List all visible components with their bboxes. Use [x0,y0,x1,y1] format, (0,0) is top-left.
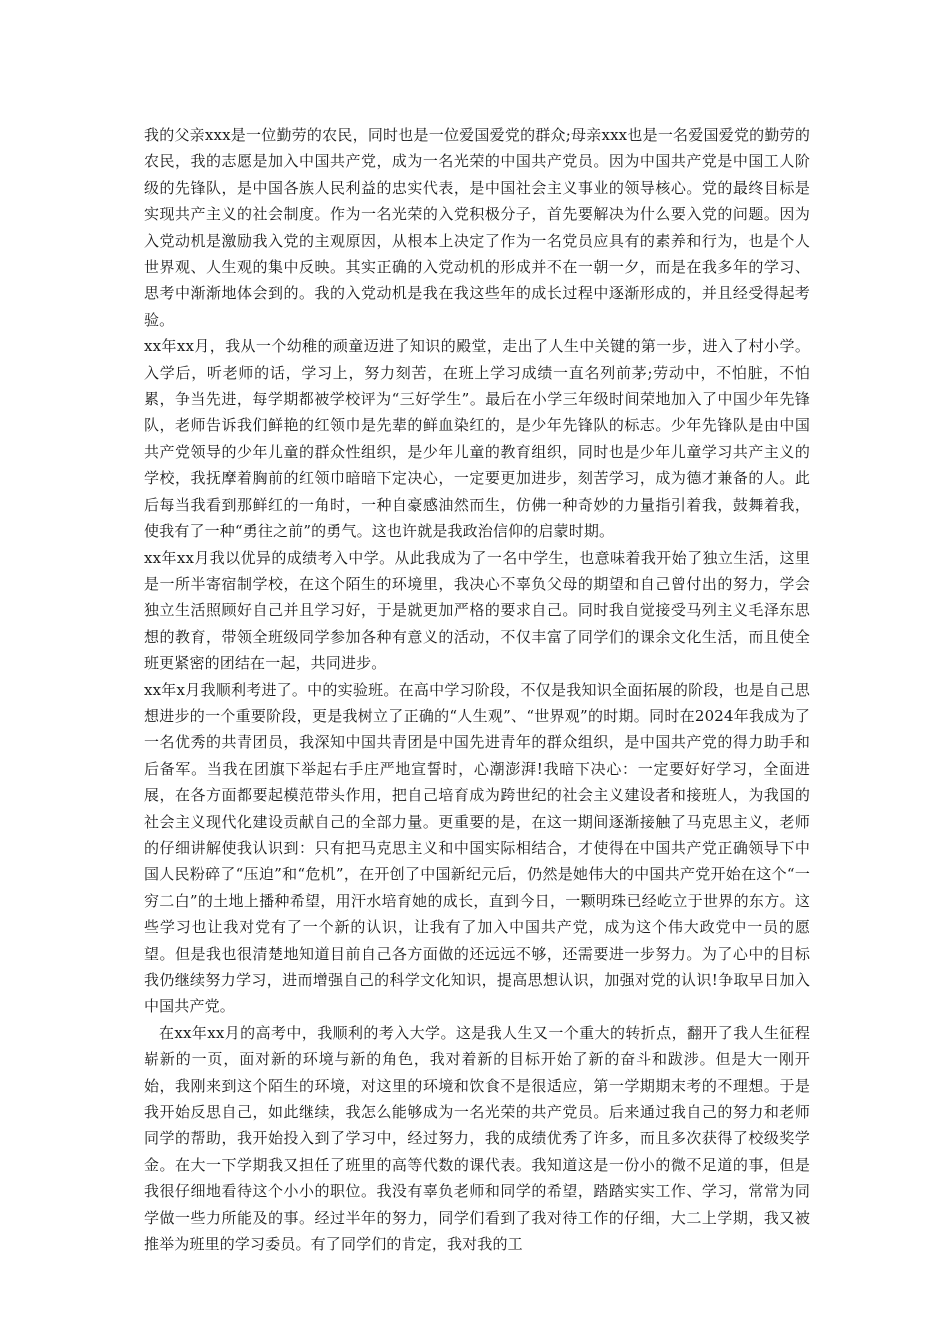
document-body [144,122,810,1257]
paragraph-university: 在xx年xx月的高考中，我顺利的考入大学。这是我人生又一个重大的转折点，翻开了我人生征程崭新的一页，面对新的环境与新的角色，我对着新的目标开始了新的奋斗和跋涉。但是大一刚开始，我刚来到这个陌生的环境，对这里的环境和饮食不是很适应，第一学期期末考的不理想。于是我开始反思自己，如此继续，我怎么能够成为一名光荣的共产党员。后来通过我自己的努力和老师同学的帮助，我开始投入到了学习中，经过努力，我的成绩优秀了许多，而且多次获得了校级奖学金。在大一下学期我又担任了班里的高等代数的课代表。我知道这是一份小的微不足道的事，但是我很仔细地看待这个小小的职位。我没有辜负老师和同学的希望，踏踏实实工作、学习，常常为同学做一些力所能及的事。经过半年的努力，同学们看到了我对待工作的仔细，大二上学期，我又被推举为班里的学习委员。有了同学们的肯定，我对我的工 [144,1023,810,1254]
paragraph-high-school: xx年x月我顺利考进了。中的实验班。在高中学习阶段，不仅是我知识全面拓展的阶段，也是自己思想进步的一个重要阶段，更是我树立了正确的“人生观”、“世界观”的时期。同时在2024年我成为了一名优秀的共青团员，我深知中国共青团是中国先进青年的群众组织，是中国共产党的得力助手和后备军。当我在团旗下举起右手庄严地宣誓时，心潮澎湃!我暗下决心：一定要好好学习，全面进展，在各方面都要起模范带头作用，把自己培育成为跨世纪的社会主义建设者和接班人，为我国的社会主义现代化建设贡献自己的全部力量。更重要的是，在这一期间逐渐接触了马克思主义，老师的仔细讲解使我认识到：只有把马克思主义和中国实际相结合，才使得在中国共产党正确领导下中国人民粉碎了“压迫”和“危机”，在开创了中国新纪元后，仍然是她伟大的中国共产党开始在这个“一穷二白”的土地上播种希望，用汗水培育她的成长，直到今日，一颗明珠已经屹立于世界的东方。这些学习也让我对党有了一个新的认识，让我有了加入中国共产党，成为这个伟大政党中一员的愿望。但是我也很清楚地知道目前自己各方面做的还远远不够，还需要进一步努力。为了心中的目标我仍继续努力学习，进而增强自己的科学文化知识，提高思想认识，加强对党的认识!争取早日加入中国共产党。 [144,680,810,1016]
paragraph-family-motivation: 我的父亲xxx是一位勤劳的农民，同时也是一位爱国爱党的群众;母亲xxx也是一名爱国爱党的勤劳的农民，我的志愿是加入中国共产党，成为一名光荣的中国共产党员。因为中国共产党是中国工人阶级的先锋队，是中国各族人民利益的忠实代表，是中国社会主义事业的领导核心。党的最终目标是实现共产主义的社会制度。作为一名光荣的入党积极分子，首先要解决为什么要入党的问题。因为入党动机是激励我入党的主观原因，从根本上决定了作为一名党员应具有的素养和行为，也是个人世界观、人生观的集中反映。其实正确的入党动机的形成并不在一朝一夕，而是在我多年的学习、思考中渐渐地体会到的。我的入党动机是我在我这些年的成长过程中逐渐形成的，并且经受得起考验。 [144,126,810,329]
paragraph-primary-school: xx年xx月，我从一个幼稚的顽童迈进了知识的殿堂，走出了人生中关键的第一步，进入了村小学。入学后，听老师的话，学习上，努力刻苦，在班上学习成绩一直名列前茅;劳动中，不怕脏，不怕累，争当先进，每学期都被学校评为“三好学生”。最后在小学三年级时间荣地加入了中国少年先锋队，老师告诉我们鲜艳的红领巾是先辈的鲜血染红的，是少年先锋队的标志。少年先锋队是由中国共产党领导的少年儿童的群众性组织，是少年儿童的教育组织，同时也是少年儿童学习共产主义的学校，我抚摩着胸前的红领巾暗暗下定决心，一定要更加进步，刻苦学习，成为德才兼备的人。此后每当我看到那鲜红的一角时，一种自豪感油然而生，仿佛一种奇妙的力量指引着我，鼓舞着我，使我有了一种“勇往之前”的勇气。这也许就是我政治信仰的启蒙时期。 [144,337,810,541]
paragraph-middle-school: xx年xx月我以优异的成绩考入中学。从此我成为了一名中学生，也意味着我开始了独立生活，这里是一所半寄宿制学校，在这个陌生的环境里，我决心不辜负父母的期望和自己曾付出的努力，学会独立生活照顾好自己并且学习好，于是就更加严格的要求自己。同时我自觉接受马列主义毛泽东思想的教育，带领全班级同学参加各种有意义的活动，不仅丰富了同学们的课余文化生活，而且使全班更紧密的团结在一起，共同进步。 [144,548,810,673]
